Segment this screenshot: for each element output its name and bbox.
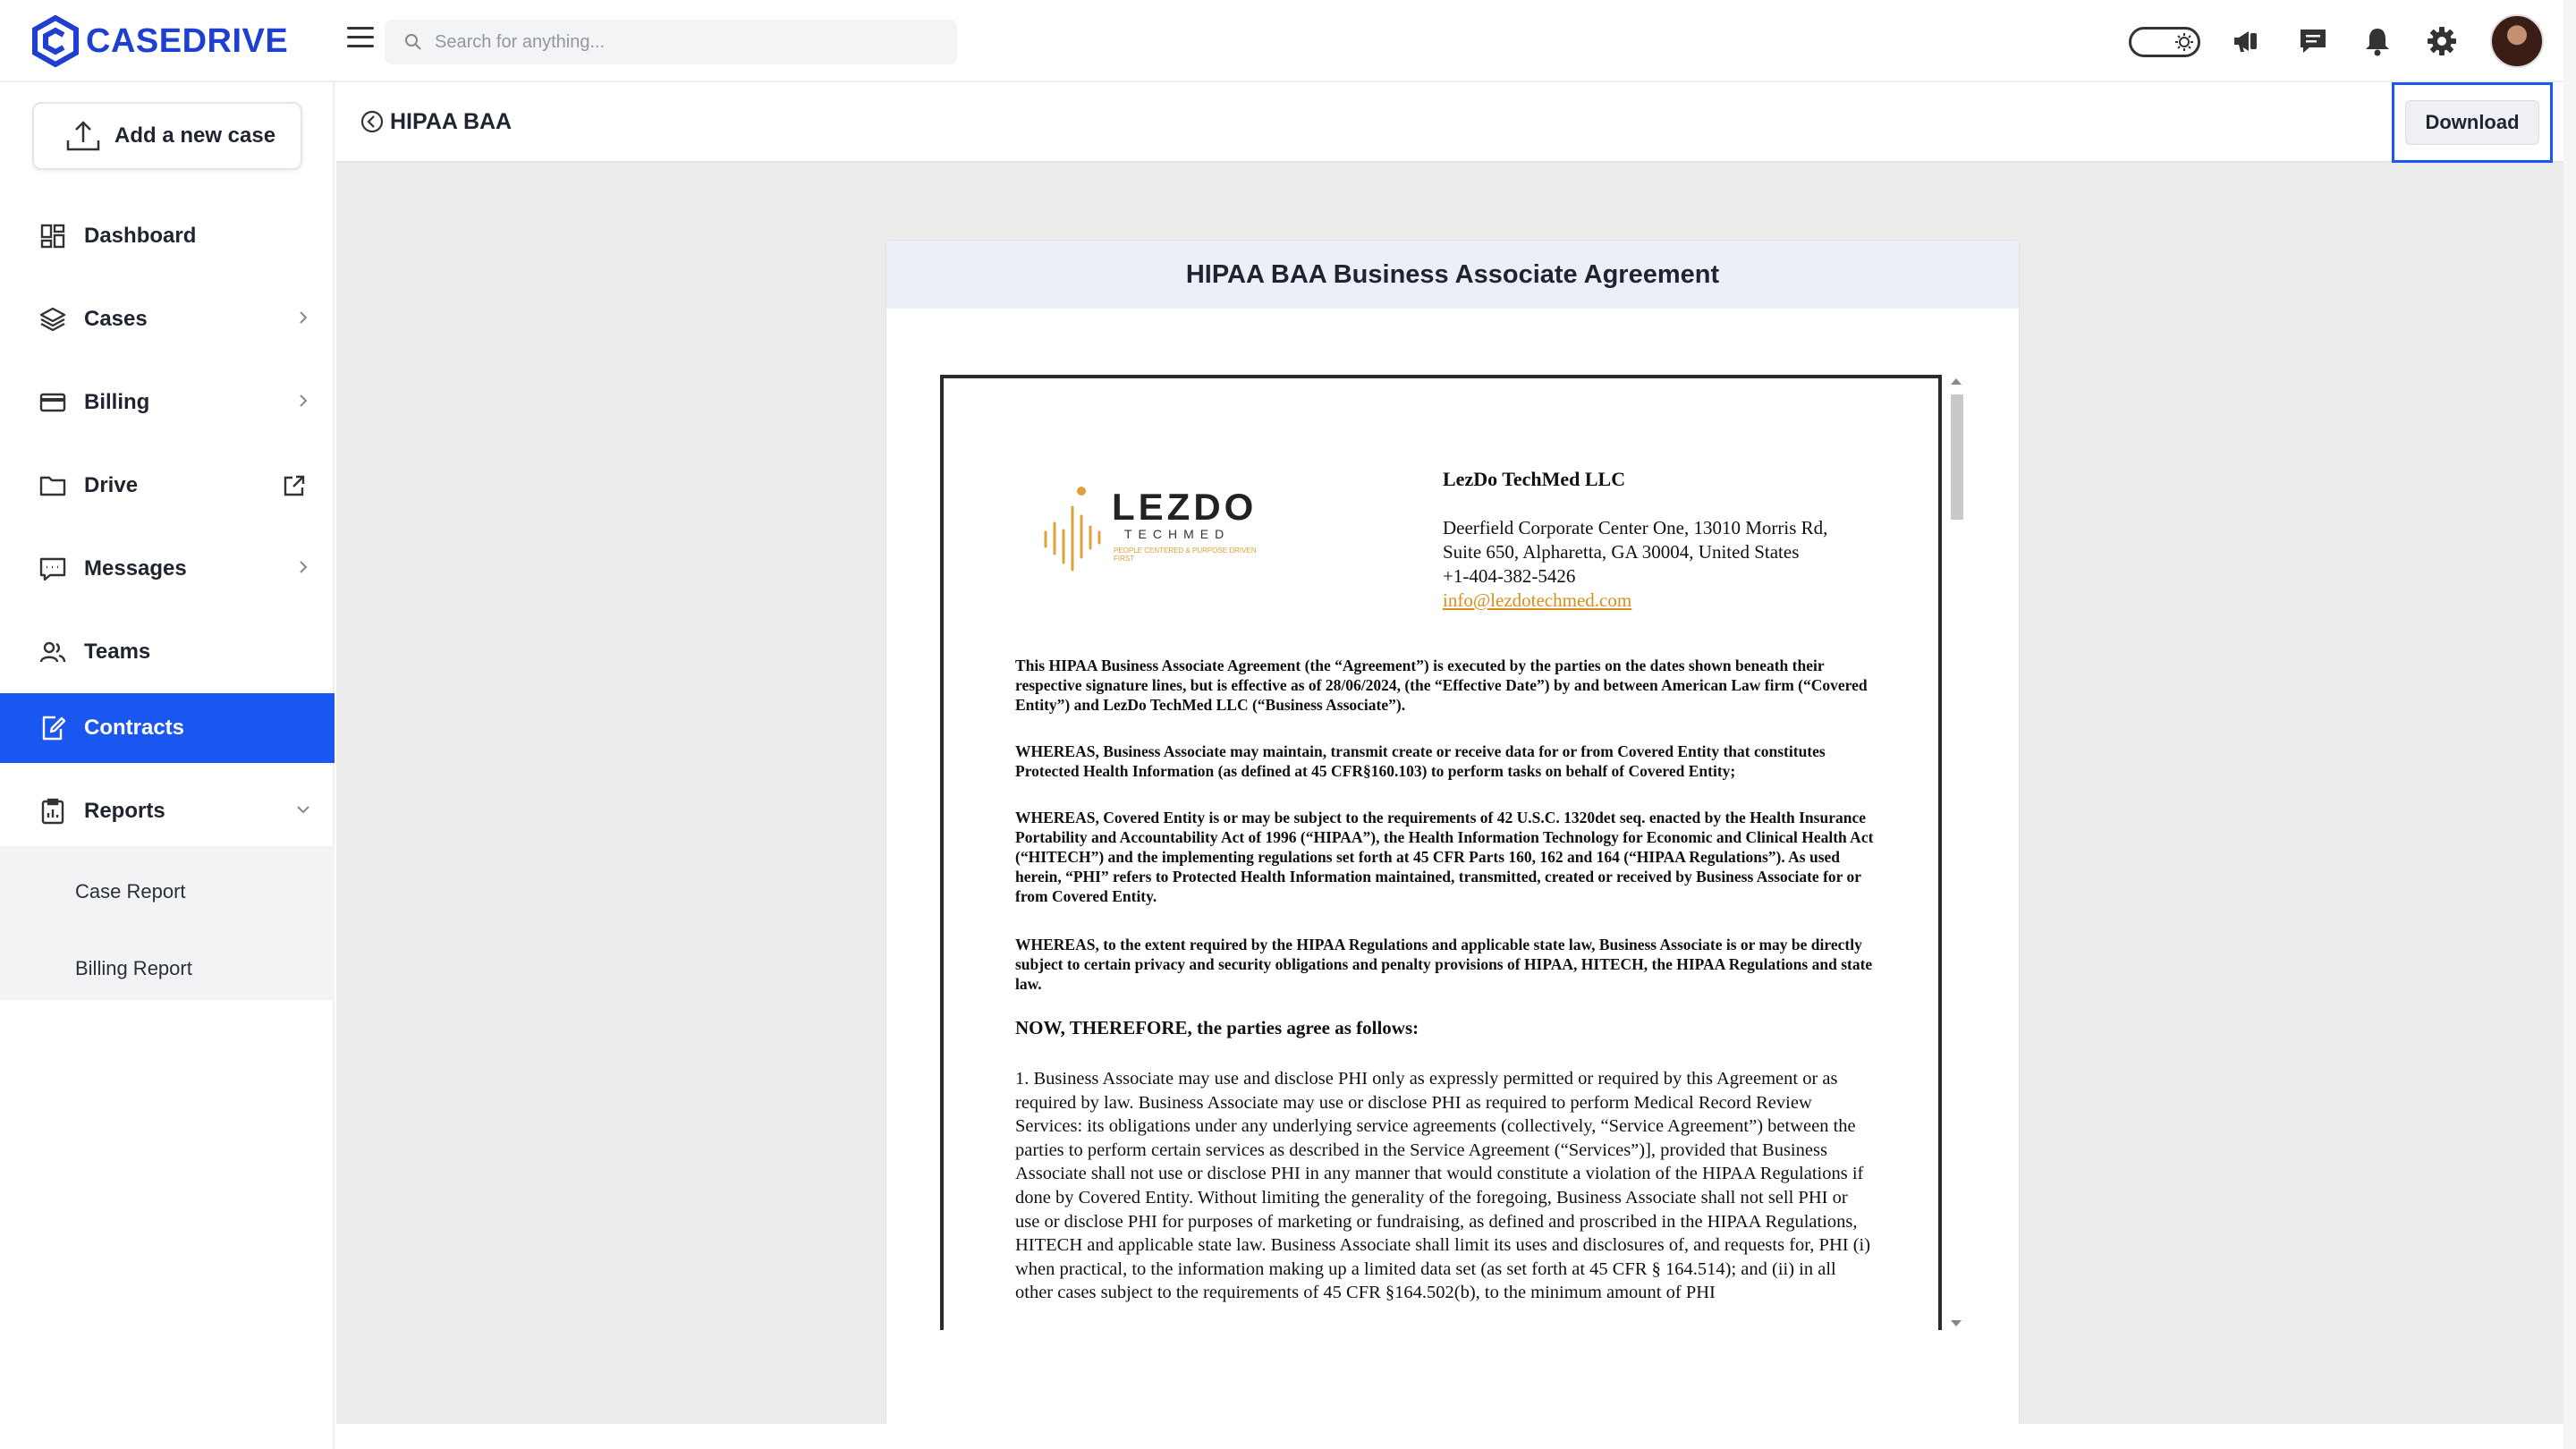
chevron-down-icon <box>295 801 311 818</box>
folder-icon <box>39 472 66 499</box>
document-title: HIPAA BAA Business Associate Agreement <box>1185 259 1720 289</box>
pdf-scrollbar[interactable] <box>1947 375 1967 1330</box>
document-address <box>1443 516 1908 589</box>
footer-strip <box>336 1424 2576 1449</box>
menu-toggle-icon[interactable] <box>347 27 374 54</box>
page-header <box>336 82 2576 163</box>
sidebar-subitem-case-report[interactable]: Case Report <box>75 880 186 902</box>
sidebar <box>0 82 335 1449</box>
document-company: LezDo TechMed LLC <box>1443 468 1626 490</box>
chevron-right-icon <box>295 393 311 409</box>
scroll-up-arrow-icon[interactable] <box>1951 378 1962 385</box>
card-icon <box>39 389 66 416</box>
casedrive-logo-icon <box>32 15 79 67</box>
agreement-paragraph-4: WHEREAS, to the extent required by the HIPAA Regulations and applicable state law, Business Associate is or may be directly subject to certain privacy and security obligations and penalty provisions of HIPAA, HITECH, the HIPAA Regulations and state law. <box>1015 936 1873 993</box>
sun-icon <box>2174 32 2194 52</box>
agreement-heading: NOW, THEREFORE, the parties agree as follows: <box>1015 1017 1419 1038</box>
chevron-right-icon <box>295 309 311 326</box>
contract-icon <box>39 715 66 741</box>
agreement-paragraph-3: WHEREAS, Covered Entity is or may be subject to the requirements of 42 U.S.C. 1320det seq. enacted by the Health Insurance Portability and Accountability Act of 1996 (“HIPAA”), the Health Information Technology for Economic and Clinical Health Act (“HITECH”) and the implementing regulations set forth at 45 CFR Parts 160, 162 and 164 (“HIPAA Regulations”). As used herein, “PHI” refers to Protected Health Information maintained, transmitted, created or received by Business Associate for or from Covered Entity. <box>1015 809 1874 905</box>
document-card-header <box>886 241 2019 309</box>
scrollbar-thumb[interactable] <box>1951 394 1963 520</box>
agreement-paragraph-2: WHEREAS, Business Associate may maintain, transmit create or receive data for or from Covered Entity that constitutes Protected Health Information (as defined at 45 CFR§160.103) to perform tasks on behalf of Covered Entity; <box>1015 742 1826 780</box>
chevron-right-icon <box>295 559 311 575</box>
sidebar-item-drive[interactable] <box>0 451 335 521</box>
external-link-icon[interactable] <box>283 474 306 497</box>
sidebar-item-messages[interactable] <box>0 534 335 604</box>
page-title: HIPAA BAA <box>390 109 513 134</box>
page-scrollbar[interactable] <box>2563 0 2576 1449</box>
sidebar-item-label: Teams <box>84 640 151 664</box>
avatar[interactable] <box>2490 14 2544 68</box>
sidebar-item-contracts[interactable] <box>0 693 335 763</box>
upload-icon <box>64 117 102 155</box>
logo-sub: TECHMED <box>1124 527 1231 541</box>
report-icon <box>39 798 66 825</box>
sidebar-item-teams[interactable] <box>0 617 335 687</box>
sidebar-item-billing[interactable] <box>0 368 335 437</box>
layers-icon <box>39 306 66 333</box>
theme-toggle[interactable] <box>2129 27 2200 57</box>
main-content <box>336 82 2576 1449</box>
gear-icon[interactable] <box>2426 25 2458 57</box>
agreement-clause-1: 1. Business Associate may use and disclose PHI only as expressly permitted or required by this Agreement or as required by law. Business Associate may use or disclose PHI as required to perform Medical Record Review Services: its obligations under any underlying service agreements (collectively, “Service Agreement”) between the parties to perform certain services as described in the Service Agreement (“Services”)], provided that Business Associate shall not use or disclose PHI in any manner that would constitute a violation of the HIPAA Regulations if done by Covered Entity. Without limiting the generality of the foregoing, Business Associate shall not sell PHI or use or disclose PHI for purposes of marketing or fundraising, as defined and proscribed in the HIPAA Regulations, HITECH and applicable state law. Business Associate shall limit its uses and disclosures of, and requests for, PHI (i) when practical, to the information making up a limited data set (as set forth at 45 CFR § 164.514); and (ii) in all other cases subject to the requirements of 45 CFR §164.502(b), to the minimum amount of PHI <box>1015 1069 1871 1303</box>
download-focus-ring <box>2392 82 2553 163</box>
address-line-1: Deerfield Corporate Center One, 13010 Morris Rd, <box>1443 517 1828 538</box>
sidebar-item-label: Dashboard <box>84 224 197 248</box>
message-icon <box>39 555 66 582</box>
add-case-button[interactable] <box>32 102 302 170</box>
sidebar-item-label: Reports <box>84 799 165 823</box>
megaphone-icon[interactable] <box>2231 25 2263 57</box>
sidebar-item-dashboard[interactable] <box>0 201 335 271</box>
casedrive-logo[interactable] <box>32 14 288 68</box>
team-icon <box>39 639 66 665</box>
back-icon[interactable] <box>360 109 385 134</box>
sidebar-item-reports[interactable] <box>0 776 335 846</box>
sidebar-item-cases[interactable] <box>0 284 335 354</box>
reports-submenu <box>0 846 335 1000</box>
logo-tagline: PEOPLE CENTERED & PURPOSE DRIVEN FIRST <box>1114 547 1257 563</box>
search-icon <box>404 33 422 51</box>
document-card <box>886 240 2020 1428</box>
bell-icon[interactable] <box>2361 25 2394 57</box>
lezdo-logo <box>1042 471 1266 579</box>
logo-brand: LEZDO <box>1112 486 1258 528</box>
scroll-down-arrow-icon[interactable] <box>1951 1320 1962 1326</box>
address-line-2: Suite 650, Alpharetta, GA 30004, United States <box>1443 541 1800 563</box>
add-case-label: Add a new case <box>114 123 276 148</box>
waveform-icon <box>1042 477 1110 575</box>
pdf-viewer[interactable] <box>940 375 1942 1330</box>
search-input[interactable] <box>435 32 936 53</box>
sidebar-item-label: Cases <box>84 307 148 331</box>
chat-icon[interactable] <box>2297 25 2329 57</box>
phone-number: +1-404-382-5426 <box>1443 565 1576 587</box>
sidebar-item-label: Drive <box>84 473 139 497</box>
download-button[interactable]: Download <box>2405 100 2539 145</box>
sidebar-item-label: Billing <box>84 390 150 414</box>
agreement-paragraph-1: This HIPAA Business Associate Agreement (the “Agreement”) is executed by the parties on the dates shown beneath their respective signature lines, but is effective as of 28/06/2024, (the “Effective Date”) by and between American Law firm (“Covered Entity”) and LezDo TechMed LLC (“Business Associate”). <box>1015 657 1868 714</box>
dashboard-icon <box>39 223 66 250</box>
top-bar <box>0 0 2576 82</box>
sidebar-item-label: Messages <box>84 556 187 580</box>
search-bar[interactable] <box>385 20 957 64</box>
document-email-link[interactable]: info@lezdotechmed.com <box>1443 589 1632 611</box>
sidebar-item-label: Contracts <box>84 716 185 740</box>
brand-name: CASEDRIVE <box>86 21 289 60</box>
sidebar-subitem-billing-report[interactable]: Billing Report <box>75 957 192 979</box>
